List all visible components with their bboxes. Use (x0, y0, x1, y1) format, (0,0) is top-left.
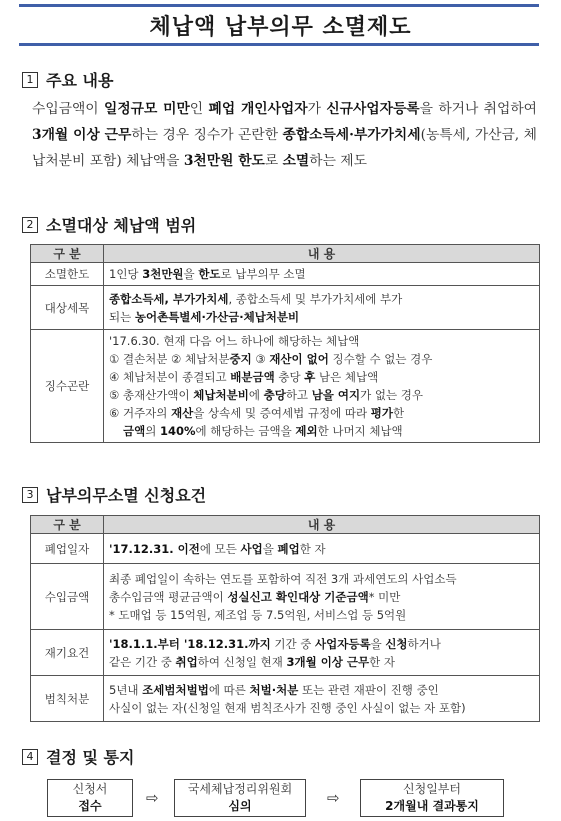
text-line (109, 570, 534, 588)
emphasis-text: 후 (304, 370, 316, 384)
row-content (104, 676, 540, 722)
body-text: 하는 경우 징수가 곤란한 (131, 127, 283, 143)
step-bottom-label: 접수 (78, 799, 102, 813)
body-text: 1인당 (109, 267, 143, 281)
body-text: 또는 관련 재판이 진행 중인 (298, 682, 439, 697)
body-text: 남은 체납액 (315, 370, 379, 384)
body-text: 가 (307, 101, 327, 117)
row-label: 대상세목 (31, 286, 104, 330)
section-number: 1 (22, 72, 38, 88)
column-header-category: 구 분 (31, 245, 104, 263)
text-line (109, 422, 534, 440)
flow-step-review (174, 779, 306, 817)
emphasis-text: 3천만원 한도 (183, 153, 265, 169)
section-2-heading (22, 213, 196, 236)
emphasis-text: 금액 (123, 424, 146, 438)
body-text: 같은 기간 중 (109, 654, 176, 669)
scope-table (30, 244, 540, 443)
step-top-label: 신청일부터 (403, 782, 461, 796)
table-row (31, 286, 540, 330)
column-header-content: 내 용 (104, 245, 540, 263)
body-text: 에 (248, 388, 264, 402)
row-label: 폐업일자 (31, 534, 104, 564)
row-content (104, 564, 540, 630)
body-text: 을 (183, 267, 199, 281)
body-text: 기간 중 (270, 636, 316, 651)
row-content (104, 630, 540, 676)
body-text: ① 결손처분 ② 체납처분 (109, 352, 230, 366)
body-text: 최종 폐업일이 속하는 연도를 포함하여 직전 3개 과세연도의 사업소득 (109, 571, 457, 586)
text-line (109, 588, 534, 606)
header-bottom-rule (19, 43, 539, 46)
emphasis-text: 평가 (370, 406, 393, 420)
emphasis-text: 제외 (295, 424, 318, 438)
text-line (109, 265, 534, 283)
emphasis-text: 3천만원 (142, 267, 184, 281)
body-text: (농특세, 가산금, 체납처분비 포함) 체납액을 (32, 127, 537, 169)
text-line (109, 290, 534, 308)
body-text: 인 (189, 101, 209, 117)
emphasis-text: 성실신고 확인대상 기준금액 (227, 589, 369, 604)
body-text: 을 (262, 541, 278, 556)
body-text: * 도매업 등 15억원, 제조업 등 7.5억원, 서비스업 등 5억원 (109, 607, 407, 622)
flow-step-notification (360, 779, 504, 817)
emphasis-text: 재산 (171, 406, 194, 420)
body-text: 한 자 (299, 541, 326, 556)
emphasis-text: 남을 여지 (311, 388, 361, 402)
body-text: 하거나 (407, 636, 441, 651)
section-title: 소멸대상 체납액 범위 (46, 216, 197, 235)
emphasis-text: 3개월 이상 근무 (286, 654, 370, 669)
text-line (109, 368, 534, 386)
emphasis-text: 일정규모 미만 (104, 101, 190, 117)
emphasis-text: 신청 (385, 636, 408, 651)
column-header-category: 구 분 (31, 516, 104, 534)
emphasis-text: 폐업 개인사업자 (208, 101, 308, 117)
body-text: ⑥ 거주자의 (109, 406, 172, 420)
section-3-heading (22, 483, 206, 506)
body-text: 하여 신청일 현재 (197, 654, 287, 669)
body-text: 총수입금액 평균금액이 (109, 589, 228, 604)
emphasis-text: 농어촌특별세·가산금·체납처분비 (134, 309, 300, 324)
text-line (109, 606, 534, 624)
text-line (109, 350, 534, 368)
body-text: 한 나머지 체납액 (317, 424, 403, 438)
section-title: 납부의무소멸 신청요건 (46, 486, 207, 505)
row-content (104, 330, 540, 443)
emphasis-text: 취업 (175, 654, 198, 669)
step-bottom-label: 2개월내 결과통지 (385, 799, 479, 813)
emphasis-text: 충당 (263, 388, 286, 402)
emphasis-text: 폐업 (277, 541, 300, 556)
body-text: 한 (392, 406, 405, 420)
emphasis-text: 체납처분비 (193, 388, 249, 402)
row-content (104, 534, 540, 564)
text-line (109, 386, 534, 404)
text-line (109, 540, 534, 558)
step-top-label: 신청서 (72, 782, 108, 796)
section-title: 결정 및 통지 (46, 748, 135, 767)
row-label: 재기요건 (31, 630, 104, 676)
text-line (109, 332, 534, 350)
table-row (31, 630, 540, 676)
section-4-heading (22, 745, 134, 768)
emphasis-text: 종합소득세·부가가치세 (282, 127, 421, 143)
header-top-rule (19, 4, 539, 7)
body-text: 에 해당하는 금액을 (195, 424, 296, 438)
emphasis-text: 한도 (198, 267, 221, 281)
requirements-table (30, 515, 540, 722)
text-line (109, 699, 534, 717)
section-number: 2 (22, 217, 38, 233)
body-text: '17.6.30. 현재 다음 어느 하나에 해당하는 체납액 (109, 334, 360, 348)
emphasis-text: 사업 (240, 541, 263, 556)
body-text: 에 모든 (199, 541, 241, 556)
section-1-heading (22, 68, 113, 91)
body-text: 사실이 없는 자(신청일 현재 범칙조사가 진행 중인 사실이 없는 자 포함) (109, 700, 466, 715)
emphasis-text: 종합소득세, 부가가치세 (109, 291, 229, 306)
body-text: * 미만 (368, 589, 401, 604)
emphasis-text: 처벌·처분 (249, 682, 299, 697)
section-number: 3 (22, 487, 38, 503)
emphasis-text: '17.12.31. 이전 (109, 541, 200, 556)
row-content (104, 286, 540, 330)
body-text: 되는 (109, 309, 135, 324)
table-row (31, 676, 540, 722)
emphasis-text: 재산이 없어 (269, 352, 329, 366)
body-text: 의 (145, 424, 160, 438)
body-text: , 종합소득세 및 부가가치세에 부가 (228, 291, 403, 306)
emphasis-text: 신규사업자등록 (326, 101, 420, 117)
section-number: 4 (22, 749, 38, 765)
emphasis-text: 140% (159, 424, 196, 438)
section-title: 주요 내용 (46, 71, 114, 90)
emphasis-text: 소멸 (282, 153, 310, 169)
body-text: 충당 (274, 370, 305, 384)
column-header-content: 내 용 (104, 516, 540, 534)
body-text: 을 (370, 636, 386, 651)
flow-step-application (47, 779, 133, 817)
row-content (104, 263, 540, 286)
emphasis-text: 사업자등록 (315, 636, 371, 651)
emphasis-text: 3개월 이상 근무 (32, 127, 132, 143)
emphasis-text: '18.1.1.부터 '18.12.31.까지 (109, 636, 271, 651)
text-line (109, 404, 534, 422)
row-label: 수입금액 (31, 564, 104, 630)
emphasis-text: 배분금액 (230, 370, 275, 384)
body-text: 징수할 수 없는 경우 (328, 352, 433, 366)
body-text: ⑤ 총재산가액이 (109, 388, 194, 402)
body-text: 하고 (285, 388, 312, 402)
row-label: 징수곤란 (31, 330, 104, 443)
body-text: 에 따른 (208, 682, 250, 697)
emphasis-text: 조세범처벌법 (142, 682, 209, 697)
body-text: 로 (264, 153, 283, 169)
table-row (31, 263, 540, 286)
text-line (109, 635, 534, 653)
body-text: ④ 체납처분이 종결되고 (109, 370, 231, 384)
body-text: 을 하거나 취업하여 (419, 101, 537, 117)
table-row (31, 564, 540, 630)
text-line (109, 681, 534, 699)
body-text: 수입금액이 (32, 101, 105, 117)
body-text: ③ (251, 352, 270, 366)
body-text: 을 상속세 및 증여세법 규정에 따라 (193, 406, 371, 420)
arrow-icon: ⇨ (327, 789, 340, 807)
row-label: 소멸한도 (31, 263, 104, 286)
table-row (31, 534, 540, 564)
body-text: 가 없는 경우 (360, 388, 423, 402)
text-line (109, 653, 534, 671)
summary-paragraph (32, 96, 537, 174)
row-label: 범칙처분 (31, 676, 104, 722)
text-line (109, 308, 534, 326)
arrow-icon: ⇨ (146, 789, 159, 807)
table-row (31, 330, 540, 443)
step-top-label: 국세체납정리위원회 (187, 782, 293, 796)
body-text: 하는 제도 (309, 153, 367, 169)
page-title: 체납액 납부의무 소멸제도 (149, 15, 412, 40)
body-text: 로 납부의무 소멸 (220, 267, 306, 281)
body-text: 5년내 (109, 682, 143, 697)
body-text: 한 자 (369, 654, 396, 669)
step-bottom-label: 심의 (228, 799, 252, 813)
emphasis-text: 중지 (229, 352, 252, 366)
